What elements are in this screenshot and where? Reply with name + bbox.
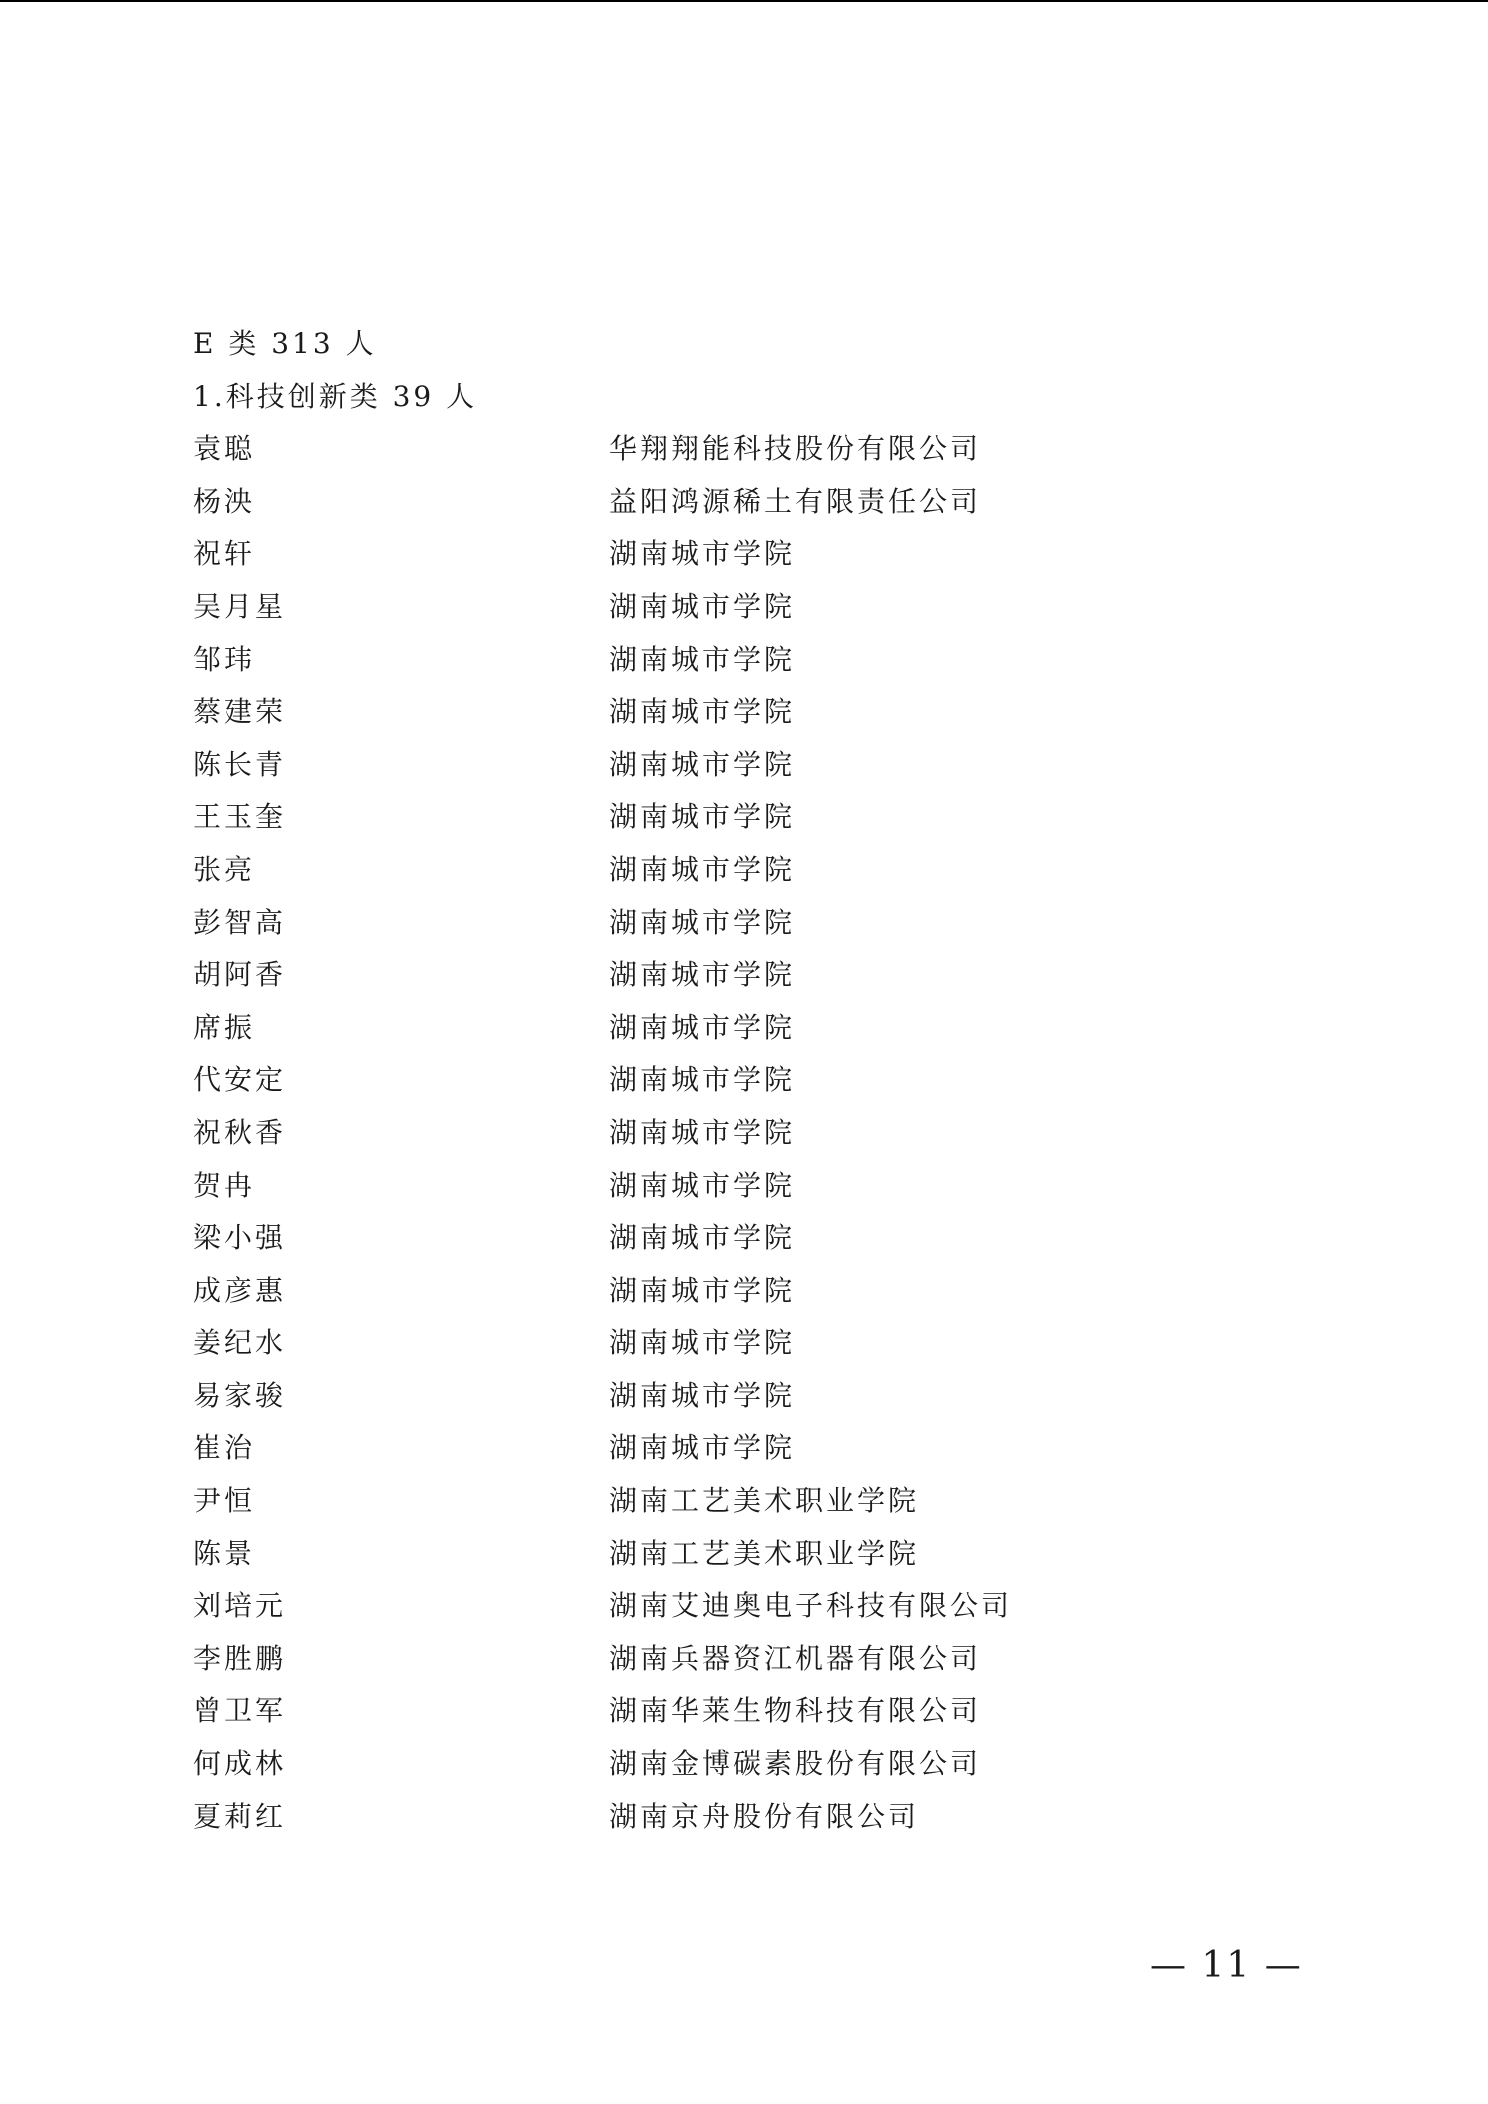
person-name: 姜纪水	[193, 1326, 287, 1360]
person-name: 夏莉红	[193, 1799, 287, 1833]
person-name: 梁小强	[193, 1221, 287, 1255]
page-number: — 11 —	[1150, 1945, 1303, 1986]
organization-name: 湖南艾迪奥电子科技有限公司	[609, 1589, 1013, 1623]
list-item	[193, 423, 1293, 476]
list-item	[193, 528, 1293, 581]
organization-name: 湖南城市学院	[609, 1168, 796, 1202]
person-name: 曾卫军	[193, 1694, 287, 1728]
organization-name: 湖南城市学院	[609, 1326, 796, 1360]
person-name: 张亮	[193, 852, 256, 886]
list-item	[193, 1265, 1293, 1318]
organization-name: 湖南城市学院	[609, 537, 796, 571]
person-name: 蔡建荣	[193, 695, 287, 729]
list-item	[193, 739, 1293, 792]
organization-name: 湖南城市学院	[609, 1010, 796, 1044]
person-name: 王玉奎	[193, 800, 287, 834]
list-item	[193, 897, 1293, 950]
list-item	[193, 686, 1293, 739]
organization-name: 湖南城市学院	[609, 747, 796, 781]
organization-name: 湖南城市学院	[609, 800, 796, 834]
organization-name: 湖南城市学院	[609, 642, 796, 676]
organization-name: 湖南城市学院	[609, 958, 796, 992]
organization-name: 湖南金博碳素股份有限公司	[609, 1747, 982, 1781]
category-heading: E 类 313 人	[193, 327, 377, 360]
organization-name: 湖南兵器资江机器有限公司	[609, 1641, 982, 1675]
organization-name: 益阳鸿源稀土有限责任公司	[609, 484, 982, 518]
person-name: 代安定	[193, 1063, 287, 1097]
organization-name: 华翔翔能科技股份有限公司	[609, 432, 982, 466]
person-name: 陈景	[193, 1536, 256, 1570]
person-name: 杨泱	[193, 484, 256, 518]
list-item	[193, 1054, 1293, 1107]
person-name: 贺冉	[193, 1168, 256, 1202]
person-name: 刘培元	[193, 1589, 287, 1623]
person-name: 彭智高	[193, 905, 287, 939]
organization-name: 湖南工艺美术职业学院	[609, 1484, 920, 1518]
person-name: 祝轩	[193, 537, 256, 571]
list-item	[193, 791, 1293, 844]
organization-name: 湖南城市学院	[609, 1431, 796, 1465]
person-name: 吴月星	[193, 589, 287, 623]
list-item	[193, 949, 1293, 1002]
person-name: 尹恒	[193, 1484, 256, 1518]
organization-name: 湖南城市学院	[609, 1063, 796, 1097]
person-name: 陈长青	[193, 747, 287, 781]
list-item	[193, 634, 1293, 687]
person-name: 崔治	[193, 1431, 256, 1465]
list-item	[193, 1528, 1293, 1581]
section-heading: 1.科技创新类 39 人	[193, 379, 478, 413]
organization-name: 湖南城市学院	[609, 852, 796, 886]
list-item	[193, 1107, 1293, 1160]
organization-name: 湖南城市学院	[609, 695, 796, 729]
person-name: 易家骏	[193, 1378, 287, 1412]
list-item	[193, 1685, 1293, 1738]
organization-name: 湖南城市学院	[609, 1273, 796, 1307]
person-name: 邹玮	[193, 642, 256, 676]
person-name: 袁聪	[193, 432, 256, 466]
list-item	[193, 1370, 1293, 1423]
organization-name: 湖南华莱生物科技有限公司	[609, 1694, 982, 1728]
list-item	[193, 1791, 1293, 1844]
list-item	[193, 1475, 1293, 1528]
organization-name: 湖南工艺美术职业学院	[609, 1536, 920, 1570]
list-item	[193, 476, 1293, 529]
organization-name: 湖南城市学院	[609, 1378, 796, 1412]
top-border-line	[0, 0, 1488, 2]
list-item	[193, 1422, 1293, 1475]
organization-name: 湖南城市学院	[609, 905, 796, 939]
organization-name: 湖南城市学院	[609, 1221, 796, 1255]
person-name: 何成林	[193, 1747, 287, 1781]
list-item	[193, 1212, 1293, 1265]
list-item	[193, 1160, 1293, 1213]
person-name: 席振	[193, 1010, 256, 1044]
list-item	[193, 581, 1293, 634]
organization-name: 湖南城市学院	[609, 589, 796, 623]
organization-name: 湖南城市学院	[609, 1115, 796, 1149]
person-name: 胡阿香	[193, 958, 287, 992]
list-item	[193, 1633, 1293, 1686]
person-name: 成彦惠	[193, 1273, 287, 1307]
document-body	[193, 318, 1293, 1843]
organization-name: 湖南京舟股份有限公司	[609, 1799, 920, 1833]
list-item	[193, 1738, 1293, 1791]
list-item	[193, 844, 1293, 897]
list-item	[193, 1002, 1293, 1055]
name-list	[193, 423, 1293, 1843]
list-item	[193, 1580, 1293, 1633]
person-name: 李胜鹏	[193, 1641, 287, 1675]
person-name: 祝秋香	[193, 1115, 287, 1149]
list-item	[193, 1317, 1293, 1370]
